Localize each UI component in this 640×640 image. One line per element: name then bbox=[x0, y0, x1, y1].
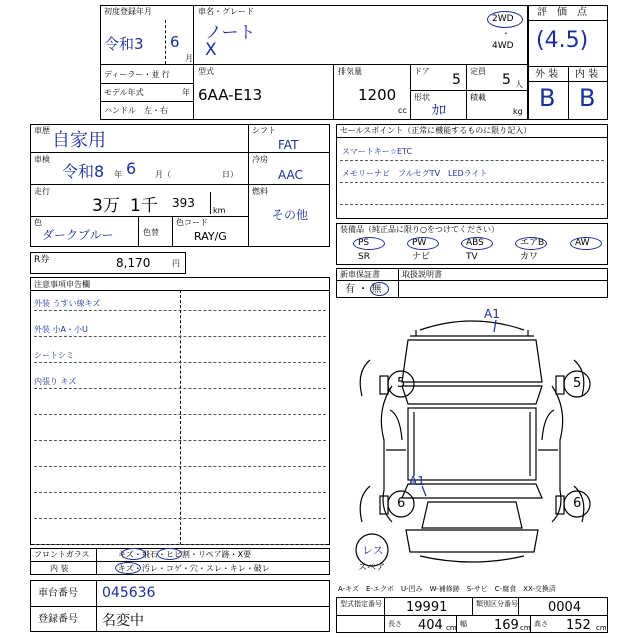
mileage-man: 3万 bbox=[92, 196, 120, 216]
sales-points-title: セールスポイント（正常に機能するものに限り記入） bbox=[340, 126, 532, 135]
type-label: 型式 bbox=[198, 67, 214, 76]
damage-mark-front-bumper: A1 bbox=[484, 307, 500, 321]
inspection-month: 6 bbox=[126, 159, 137, 178]
shift-label: シフト bbox=[252, 126, 276, 135]
note-rule bbox=[34, 414, 326, 415]
color-code-label: 色コード bbox=[176, 218, 208, 227]
aircon-value: AAC bbox=[278, 168, 303, 182]
spare-mark: レス bbox=[362, 544, 384, 557]
shift-value: FAT bbox=[278, 138, 299, 152]
specified-value: 19991 bbox=[406, 600, 448, 615]
fuel-value: その他 bbox=[272, 208, 309, 222]
note-rule bbox=[34, 388, 326, 389]
chassis-number: 045636 bbox=[102, 585, 156, 601]
notes-title: 注意事項申告欄 bbox=[34, 280, 90, 289]
first-registration-era: 令和3 bbox=[104, 35, 144, 53]
category-value: 0004 bbox=[548, 600, 582, 615]
evaluation-title: 評 価 点 bbox=[537, 7, 587, 18]
front-glass-label: フロントガラス bbox=[34, 550, 90, 559]
registration-label: 登録番号 bbox=[38, 614, 78, 625]
aircon-label: 冷房 bbox=[252, 155, 268, 164]
model-year-label: モデル年式 bbox=[104, 88, 144, 97]
note-rule bbox=[34, 310, 326, 311]
equipment-item: AW bbox=[575, 238, 590, 248]
length-value: 404 bbox=[418, 618, 443, 633]
interior-label: 内 装 bbox=[575, 69, 599, 80]
damage-mark-rear: A1 bbox=[409, 474, 425, 488]
handle-label: ハンドル 左・右 bbox=[104, 106, 168, 115]
recycle-frame bbox=[30, 252, 186, 274]
recycle-label: R券 bbox=[34, 255, 50, 265]
damage-legend: A-キズ E-エクボ U-凹み W-補修跡 S-サビ C-腐食 XX-交換済 bbox=[338, 585, 556, 593]
interior-condition-label: 内 装 bbox=[50, 564, 69, 573]
exterior-label: 外 装 bbox=[535, 69, 559, 80]
door-label: ドア bbox=[414, 67, 430, 76]
note-rule bbox=[34, 518, 326, 519]
displacement-value: 1200 bbox=[358, 86, 397, 104]
warranty-label: 新車保証書 bbox=[340, 270, 380, 279]
color-value: ダークブルー bbox=[42, 228, 114, 242]
inspection-label: 車検 bbox=[34, 155, 50, 164]
sales-point-line: スマートキー☆ETC bbox=[342, 147, 413, 156]
usage-label: 車歴 bbox=[34, 126, 50, 135]
registration-number: 名変中 bbox=[102, 613, 144, 629]
exterior-grade: B bbox=[539, 84, 556, 112]
equipment-item: TV bbox=[466, 252, 478, 262]
shape-label: 形状 bbox=[414, 93, 430, 102]
note-rule bbox=[34, 336, 326, 337]
model-name: ノート bbox=[205, 23, 256, 43]
interior-grade: B bbox=[579, 84, 596, 112]
equipment-item: カワ bbox=[520, 252, 539, 262]
note-line: シートシミ bbox=[34, 351, 74, 360]
category-label: 類別区分番号 bbox=[476, 600, 518, 608]
length-label: 長さ bbox=[388, 620, 402, 628]
color-code-value: RAY/G bbox=[194, 230, 227, 243]
auction-sheet: 初度登録年月 令和3 6 月 車名・グレード ノート X 2WD ・ 4WD ディーラー・並 行 モデル年式 年 ハンドル 左・右 型式 6AA-E13 排気量 1200 cc ドア 5 定員 5 人 形状 ｶﾛ 積載 kg 評 価 点 (4.5) 外 装 内 装 B B 車歴 自家用 車検 令和8 年 6 月（ 日） 走行 3万 1千 393 km 色 ダークブルー 色替 色コード RAY/G シフト FAT 冷房 AAC 燃料 その他 R券 8,170 円 注意事項申告欄 外装 うすい線キズ 外装 小A・小U シートシミ 内張り キズ フロントガラス キズ・飛石・ヒビ割・リペア跡・X要 内 装 キズ・汚レ・コゲ・穴・スレ・キレ・破レ 車台番号 045636 登録番号 名変中 セールスポイント（正常に機能するものに限り記入） スマートキー☆ETC メモリーナビ フルセグTV LEDライト 装備品（純正品に限り○をつけてください） PS PW ABS エアB AW SR ナビ TV カワ 新車保証書 取扱説明書 有 ・ 無 A1 5 5 A1 6 6 レス スペア A-キズ E-エクボ U-凹み W-補修跡 S-サビ C-腐食 XX-交換済 型式指定番号 19991 類別区分番号 0004 長さ 404 cm 幅 169 cm 高さ 152 cm bbox=[0, 0, 640, 640]
note-rule bbox=[34, 440, 326, 441]
note-line: 外装 小A・小U bbox=[34, 325, 88, 334]
first-registration-label: 初度登録年月 bbox=[104, 7, 152, 16]
drive-2wd: 2WD bbox=[492, 14, 514, 24]
equipment-title: 装備品（純正品に限り○をつけてください） bbox=[340, 225, 499, 234]
note-line: 内張り キズ bbox=[34, 377, 77, 386]
manual-label: 取扱説明書 bbox=[402, 270, 442, 279]
first-registration-month: 6 bbox=[170, 33, 180, 51]
tire-depth-front-right: 5 bbox=[573, 376, 582, 391]
equipment-item: PW bbox=[412, 238, 427, 248]
type-value: 6AA-E13 bbox=[198, 86, 263, 104]
note-line: 外装 うすい線キズ bbox=[34, 299, 101, 308]
car-diagram bbox=[336, 300, 608, 578]
height-label: 高さ bbox=[534, 620, 548, 628]
warranty-value: 有 ・ 無 bbox=[345, 284, 382, 295]
load-label: 積載 bbox=[470, 93, 486, 102]
mileage-rest: 393 bbox=[172, 196, 195, 210]
shape-value: ｶﾛ bbox=[432, 103, 446, 119]
inspection-era: 令和8 bbox=[62, 162, 105, 181]
spare-label: スペア bbox=[358, 563, 386, 573]
note-rule bbox=[34, 466, 326, 467]
grade: X bbox=[205, 40, 217, 60]
equipment-item: PS bbox=[358, 238, 370, 248]
equipment-item: エアB bbox=[520, 238, 545, 248]
usage-value: 自家用 bbox=[52, 130, 106, 151]
interior-condition-text: キズ・汚レ・コゲ・穴・スレ・キレ・破レ bbox=[118, 564, 270, 573]
import-label: ディーラー・並 行 bbox=[104, 70, 170, 79]
capacity-label: 定員 bbox=[470, 67, 486, 76]
note-rule bbox=[34, 362, 326, 363]
width-value: 169 bbox=[494, 618, 519, 633]
specified-label: 型式指定番号 bbox=[340, 600, 382, 608]
height-value: 152 bbox=[566, 618, 591, 633]
recycle-value: 8,170 bbox=[116, 256, 151, 270]
note-rule bbox=[34, 544, 326, 545]
evaluation-score: (4.5) bbox=[536, 28, 589, 53]
door-value: 5 bbox=[452, 72, 461, 88]
note-rule bbox=[34, 492, 326, 493]
equipment-item: SR bbox=[358, 252, 370, 262]
mileage-label: 走行 bbox=[34, 187, 50, 196]
displacement-label: 排気量 bbox=[338, 67, 362, 76]
color-label: 色 bbox=[34, 218, 42, 227]
repaint-label: 色替 bbox=[143, 228, 159, 237]
chassis-label: 車台番号 bbox=[38, 588, 78, 599]
equipment-item: ABS bbox=[466, 238, 484, 248]
width-label: 幅 bbox=[460, 620, 467, 628]
drive-4wd: 4WD bbox=[492, 41, 514, 51]
equipment-item: ナビ bbox=[412, 252, 431, 262]
sales-point-line: メモリーナビ フルセグTV LEDライト bbox=[342, 169, 488, 178]
tire-depth-rear-left: 6 bbox=[397, 496, 406, 511]
front-glass-text: キズ・飛石・ヒビ割・リペア跡・X要 bbox=[118, 550, 252, 559]
tire-depth-front-left: 5 bbox=[397, 376, 406, 391]
fuel-label: 燃料 bbox=[252, 187, 268, 196]
tire-depth-rear-right: 6 bbox=[573, 496, 582, 511]
model-grade-label: 車名・グレード bbox=[198, 7, 254, 16]
mileage-sen: 1千 bbox=[130, 196, 158, 216]
capacity-value: 5 bbox=[502, 72, 511, 88]
